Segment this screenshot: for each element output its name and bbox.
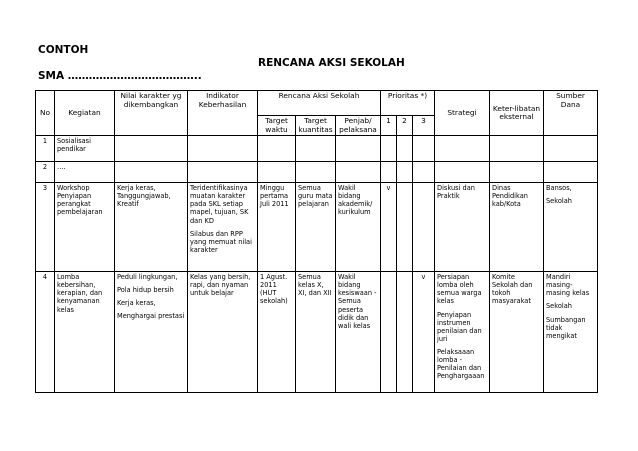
- row-no: 4: [36, 272, 55, 393]
- row-strategi: [435, 162, 490, 183]
- col-header-keterlibatan: Keter-libatan eksternal: [490, 91, 544, 136]
- row-keterlibatan: [490, 162, 544, 183]
- row-target-waktu: 1 Agust. 2011 (HUT sekolah): [258, 272, 296, 393]
- label-contoh: CONTOH: [38, 44, 89, 56]
- row-indikator: [188, 162, 258, 183]
- col-header-prioritas-3: 3: [413, 116, 435, 136]
- col-header-target-kuantitas: Target kuantitas: [296, 116, 336, 136]
- cell-paragraph: Sekolah: [546, 197, 572, 206]
- col-header-no: No: [36, 91, 55, 136]
- row-nilai-karakter: [115, 183, 188, 272]
- row-prioritas-2: [397, 162, 413, 183]
- row-prioritas-1: [381, 136, 397, 162]
- cell-paragraph: Kerja keras, Tanggungjawab, Kreatif: [117, 184, 171, 209]
- row-prioritas-2: [397, 136, 413, 162]
- row-indikator: [188, 136, 258, 162]
- row-prioritas-3: [413, 162, 435, 183]
- cell-paragraph: Pola hidup bersih: [117, 286, 174, 295]
- cell-paragraph: Bansos,: [546, 184, 572, 193]
- row-indikator: [188, 272, 258, 393]
- row-target-waktu: [258, 162, 296, 183]
- header-row-1: [36, 91, 598, 116]
- table-row: [36, 272, 598, 393]
- row-no: 2: [36, 162, 55, 183]
- row-nilai-karakter: [115, 272, 188, 393]
- row-prioritas-3: [413, 183, 435, 272]
- col-header-strategi: Strategi: [435, 91, 490, 136]
- action-plan-table: [35, 90, 598, 393]
- row-target-waktu: [258, 136, 296, 162]
- cell-paragraph: Menghargai prestasi: [117, 312, 185, 321]
- row-nilai-karakter: [115, 136, 188, 162]
- cell-paragraph: Teridentifikasinya muatan karakter pada SKL setiap mapel, tujuan, SK dan KD: [190, 184, 249, 225]
- cell-paragraph: Mandiri masing-masing kelas: [546, 273, 590, 298]
- cell-paragraph: Diskusi dan Praktik: [437, 184, 475, 201]
- row-kegiatan: Sosialisasi pendikar: [55, 136, 115, 162]
- col-header-prioritas-1: 1: [381, 116, 397, 136]
- cell-paragraph: Kerja keras,: [117, 299, 156, 308]
- row-prioritas-2: [397, 272, 413, 393]
- col-header-nilai-karakter: Nilai karakter yg dikembangkan: [115, 91, 188, 136]
- cell-paragraph: Sumbangan tidak mengikat: [546, 315, 586, 340]
- row-keterlibatan: Komite Sekolah dan tokoh masyarakat: [490, 272, 544, 393]
- row-no: 1: [36, 136, 55, 162]
- row-indikator: [188, 183, 258, 272]
- cell-paragraph: Pelaksaaan lomba -Penilaian dan Penghargaaan: [437, 347, 485, 381]
- row-kegiatan: Lomba kebersihan, kerapian, dan kenyamanan kelas: [55, 272, 115, 393]
- row-keterlibatan: Dinas Pendidikan kab/Kota: [490, 183, 544, 272]
- row-penjab: [336, 136, 381, 162]
- row-strategi: [435, 183, 490, 272]
- col-header-sumber-dana: Sumber Dana: [544, 91, 598, 136]
- col-header-penjab: Penjab/ pelaksana: [336, 116, 381, 136]
- cell-paragraph: Penyiapan instrumen penilaian dan juri: [437, 310, 482, 343]
- row-sumber-dana: [544, 136, 598, 162]
- col-header-target-waktu: Target waktu: [258, 116, 296, 136]
- cell-paragraph: Sekolah: [546, 302, 572, 311]
- document-title: RENCANA AKSI SEKOLAH: [258, 57, 405, 69]
- row-kegiatan: Workshop Penyiapan perangkat pembelajaran: [55, 183, 115, 272]
- cell-paragraph: Kelas yang bersih, rapi, dan nyaman untuk belajar: [190, 273, 251, 298]
- col-header-kegiatan: Kegiatan: [55, 91, 115, 136]
- row-target-kuantitas: Semua kelas X, XI, dan XII: [296, 272, 336, 393]
- row-penjab: Wakil bidang kesiswaan - Semua peserta didik dan wali kelas: [336, 272, 381, 393]
- row-target-kuantitas: Semua guru mata pelajaran: [296, 183, 336, 272]
- row-target-waktu: Minggu pertama Juli 2011: [258, 183, 296, 272]
- col-header-prioritas: Prioritas *): [381, 91, 435, 116]
- row-prioritas-1: [381, 162, 397, 183]
- row-no: 3: [36, 183, 55, 272]
- row-kegiatan: ….: [55, 162, 115, 183]
- col-header-prioritas-2: 2: [397, 116, 413, 136]
- row-nilai-karakter: [115, 162, 188, 183]
- row-penjab: Wakil bidang akademik/ kurikulum: [336, 183, 381, 272]
- row-sumber-dana: [544, 162, 598, 183]
- cell-paragraph: Silabus dan RPP yang memuat nilai karakter: [190, 229, 252, 254]
- row-strategi: [435, 272, 490, 393]
- table-row: [36, 136, 598, 162]
- row-prioritas-1: [381, 272, 397, 393]
- table-body: [36, 136, 598, 393]
- cell-paragraph: Peduli lingkungan,: [117, 273, 178, 282]
- school-name-line: SMA ………………………………..: [38, 70, 202, 82]
- row-prioritas-3: [413, 136, 435, 162]
- row-target-kuantitas: [296, 162, 336, 183]
- row-sumber-dana: [544, 272, 598, 393]
- col-header-rencana-aksi: Rencana Aksi Sekolah: [258, 91, 381, 116]
- col-header-indikator: Indikator Keberhasilan: [188, 91, 258, 136]
- row-keterlibatan: [490, 136, 544, 162]
- row-prioritas-2: [397, 183, 413, 272]
- table-row: [36, 162, 598, 183]
- row-prioritas-3: v: [413, 272, 435, 393]
- row-sumber-dana: [544, 183, 598, 272]
- row-strategi: [435, 136, 490, 162]
- row-penjab: [336, 162, 381, 183]
- row-prioritas-1: v: [381, 183, 397, 272]
- row-target-kuantitas: [296, 136, 336, 162]
- table-row: [36, 183, 598, 272]
- cell-paragraph: Persiapan lomba oleh semua warga kelas: [437, 273, 482, 306]
